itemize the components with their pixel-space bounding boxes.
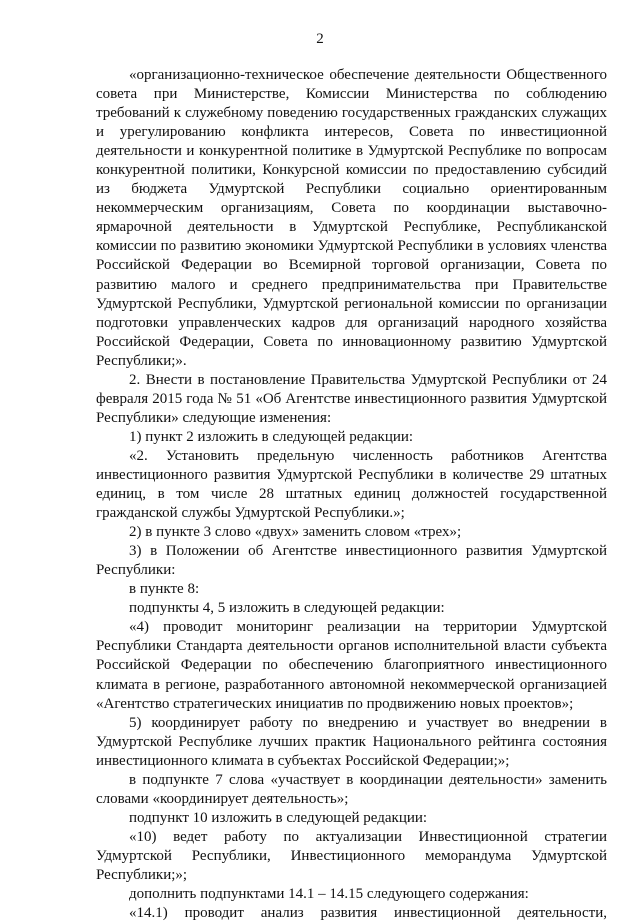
paragraph: «организационно-техническое обеспечение деятельности Общественного совета при Министерстве, Комиссии Министерства по соблюдению требований к служебному поведению государственных гражданских служащих и урегулированию конфликта интересов, Совета по инвестиционной деятельности и конкурентной политике в Удмуртской Республике по вопросам конкурентной политики, Конкурсной комиссии по предоставлению субсидий из бюджета Удмуртской Республики социально ориентированным некоммерческим организациям, Совета по координации выставочно-ярмарочной деятельности в Удмуртской Республике, Республиканской комиссии по развитию экономики Удмуртской Республики в условиях членства Российской Федерации во Всемирной торговой организации, Совета по развитию малого и среднего предпринимательства при Правительстве Удмуртской Республики, Удмуртской региональной комиссии по организации подготовки управленческих кадров для организаций народного хозяйства Российской Федерации, Совета по инновационному развитию Удмуртской Республики;». [96,67,607,369]
paragraph: «4) проводит мониторинг реализации на территории Удмуртской Республики Стандарта деятельности органов исполнительной власти субъекта Российской Федерации по обеспечению благоприятного инвестиционного климата в регионе, разработанного автономной некоммерческой организацией «Агентство стратегических инициатив по продвижению новых проектов»; [96,619,607,712]
paragraph: 1) пункт 2 изложить в следующей редакции: [129,428,414,445]
paragraph: «10) ведет работу по актуализации Инвестиционной стратегии Удмуртской Республики, Инвестиционного меморандума Удмуртской Республики;»; [96,828,607,883]
paragraph: «2. Установить предельную численность работников Агентства инвестиционного развития Удмуртской Республики в количестве 29 штатных единиц, в том числе 28 штатных единиц должностей государственной гражданской службы Удмуртской Республики.»; [96,447,607,522]
paragraph: подпункты 4, 5 изложить в следующей редакции: [129,600,445,617]
page-number: 2 [316,31,324,47]
paragraph: «14.1) проводит анализ развития инвестиционной деятельности, [129,905,607,922]
paragraph: 2) в пункте 3 слово «двух» заменить словом «трех»; [129,524,462,541]
paragraph: в пункте 8: [129,581,200,598]
paragraph: 3) в Положении об Агентстве инвестиционного развития Удмуртской Республики: [96,543,607,579]
paragraph: подпункт 10 изложить в следующей редакции: [129,809,428,826]
paragraph: дополнить подпунктами 14.1 – 14.15 следующего содержания: [129,886,529,903]
paragraph: 2. Внести в постановление Правительства Удмуртской Республики от 24 февраля 2015 года № 51 «Об Агентстве инвестиционного развития Удмуртской Республики» следующие изменения: [96,371,607,426]
document-body [96,66,607,923]
paragraph: 5) координирует работу по внедрению и участвует во внедрении в Удмуртской Республике лучших практик Национального рейтинга состояния инвестиционного климата в субъектах Российской Федерации;»; [96,714,607,769]
paragraph: в подпункте 7 слова «участвует в координации деятельности» заменить словами «координирует деятельность»; [96,771,607,807]
